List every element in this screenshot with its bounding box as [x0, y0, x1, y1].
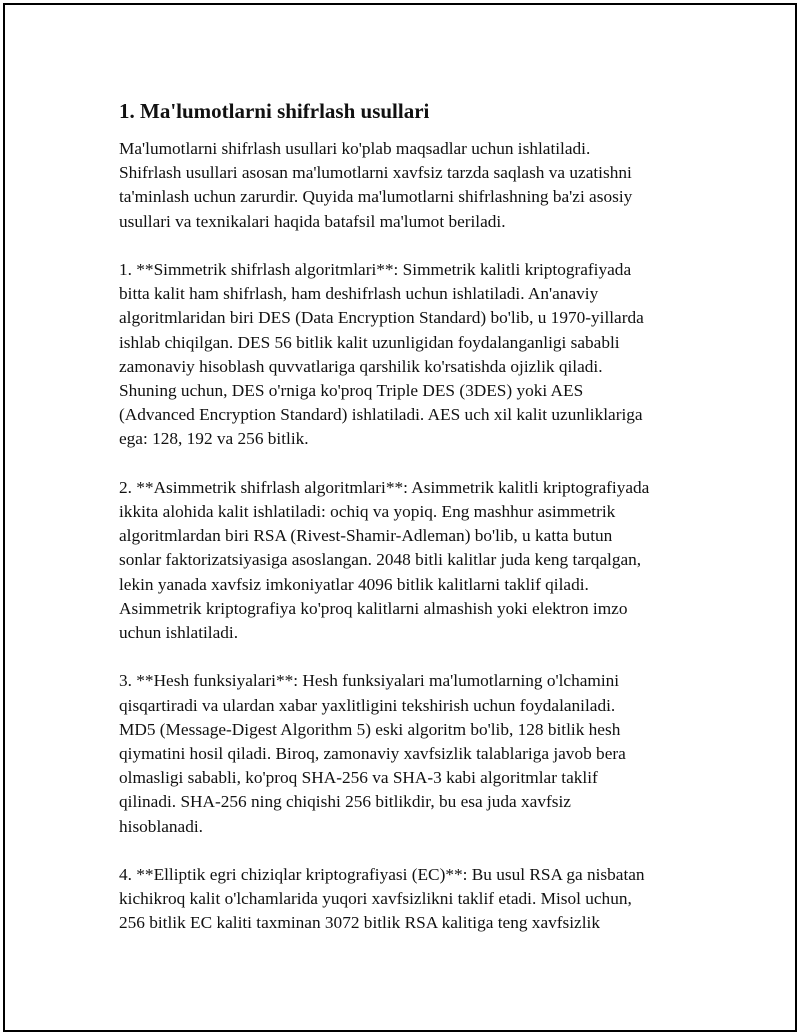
text-line: 256 bitlik EC kaliti taxminan 3072 bitlik RSA kalitiga teng xavfsizlik	[119, 913, 600, 933]
text-line: Shifrlash usullari asosan ma'lumotlarni xavfsiz tarzda saqlash va uzatishni	[119, 163, 632, 183]
text-line: 4. **Elliptik egri chiziqlar kriptografiyasi (EC)**: Bu usul RSA ga nisbatan	[119, 865, 645, 885]
document-content	[119, 97, 699, 960]
text-line: zamonaviy hisoblash quvvatlariga qarshilik ko'rsatishda ojizlik qiladi.	[119, 356, 603, 376]
text-line: qisqartiradi va ulardan xabar yaxlitligini tekshirish uchun foydalaniladi.	[119, 695, 616, 715]
text-line: (Advanced Encryption Standard) ishlatiladi. AES uch xil kalit uzunliklariga	[119, 405, 643, 425]
text-line: lekin yanada xavfsiz imkoniyatlar 4096 bitlik kalitlarni taklif qiladi.	[119, 574, 589, 594]
text-line: ishlab chiqilgan. DES 56 bitlik kalit uzunligidan foydalanganligi sababli	[119, 332, 620, 352]
text-line: sonlar faktorizatsiyasiga asoslangan. 2048 bitli kalitlar juda keng tarqalgan,	[119, 550, 642, 570]
text-line: algoritmlaridan biri DES (Data Encryption Standard) bo'lib, u 1970-yillarda	[119, 308, 644, 328]
section-title: 1. Ma'lumotlarni shifrlash usullari	[119, 99, 430, 123]
text-line: ikkita alohida kalit ishlatiladi: ochiq va yopiq. Eng mashhur asimmetrik	[119, 502, 616, 522]
paragraph-hash	[119, 669, 699, 838]
text-line: Ma'lumotlarni shifrlash usullari ko'plab maqsadlar uchun ishlatiladi.	[119, 139, 591, 158]
text-line: qilinadi. SHA-256 ning chiqishi 256 bitlikdir, bu esa juda xavfsiz	[119, 792, 571, 812]
document-page	[3, 3, 797, 1032]
text-line: kichikroq kalit o'lchamlarida yuqori xavfsizlikni taklif etadi. Misol uchun,	[119, 889, 632, 909]
text-line: ta'minlash uchun zarurdir. Quyida ma'lumotlarni shifrlashning ba'zi asosiy	[119, 187, 633, 207]
text-line: olmasligi sababli, ko'proq SHA-256 va SHA-3 kabi algoritmlar taklif	[119, 768, 598, 788]
text-line: ega: 128, 192 va 256 bitlik.	[119, 429, 309, 449]
text-line: uchun ishlatiladi.	[119, 623, 239, 643]
paragraph-intro	[119, 137, 699, 234]
paragraph-asymmetric	[119, 476, 699, 645]
text-line: usullari va texnikalari haqida batafsil ma'lumot beriladi.	[119, 211, 506, 231]
paragraph-elliptic	[119, 863, 699, 936]
paragraph-symmetric	[119, 258, 699, 452]
text-line: MD5 (Message-Digest Algorithm 5) eski algoritm bo'lib, 128 bitlik hesh	[119, 719, 621, 739]
text-line: Asimmetrik kriptografiya ko'proq kalitlarni almashish yoki elektron imzo	[119, 598, 628, 618]
text-line: algoritmlardan biri RSA (Rivest-Shamir-Adleman) bo'lib, u katta butun	[119, 526, 613, 546]
text-line: 1. **Simmetrik shifrlash algoritmlari**: Simmetrik kalitli kriptografiyada	[119, 260, 632, 279]
text-line: qiymatini hosil qiladi. Biroq, zamonaviy xavfsizlik talablariga javob bera	[119, 744, 626, 764]
text-line: bitta kalit ham shifrlash, ham deshifrlash uchun ishlatiladi. An'anaviy	[119, 284, 599, 304]
text-line: Shuning uchun, DES o'rniga ko'proq Triple DES (3DES) yoki AES	[119, 381, 584, 401]
text-line: hisoblanadi.	[119, 816, 203, 836]
text-line: 3. **Hesh funksiyalari**: Hesh funksiyalari ma'lumotlarning o'lchamini	[119, 671, 620, 691]
text-line: 2. **Asimmetrik shifrlash algoritmlari**: Asimmetrik kalitli kriptografiyada	[119, 477, 650, 497]
